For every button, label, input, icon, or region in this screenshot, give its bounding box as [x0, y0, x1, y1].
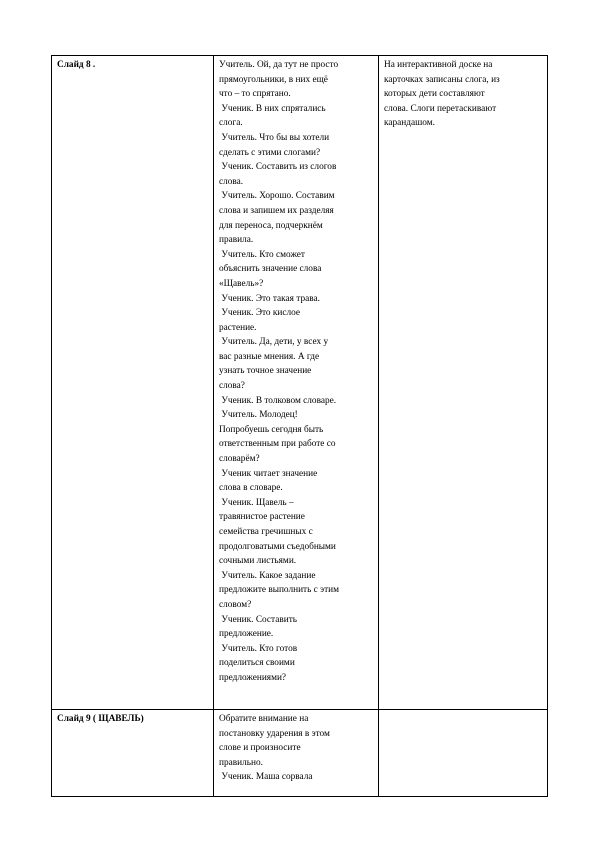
text-line: сделать с этими слогами?	[219, 147, 321, 158]
text-line: Ученик. Составить	[219, 614, 298, 625]
text-line: Ученик читает значение	[219, 468, 318, 479]
text-line: Учитель. Какое задание	[219, 570, 316, 581]
text-line: Ученик. В них спрятались	[219, 103, 326, 114]
text-line: На интерактивной доске на	[384, 60, 493, 70]
slide-cell	[52, 710, 214, 797]
text-line: Учитель. Кто готов	[219, 643, 298, 654]
text-line: семейства гречишных с	[219, 527, 313, 537]
text-line: Ученик. Щавель –	[219, 497, 294, 508]
text-line: словарём?	[219, 454, 260, 465]
text-line: растение.	[219, 322, 257, 333]
slide-cell	[52, 56, 214, 710]
text-line: Учитель. Да, дети, у всех у	[219, 337, 329, 348]
text-line: Учитель. Ой, да тут не просто	[219, 60, 339, 70]
text-line: предложение.	[219, 629, 274, 640]
text-line: Ученик. Это такая трава.	[219, 293, 320, 304]
slide-label: Слайд 9 ( ЩАВЕЛЬ)	[57, 714, 144, 724]
text-line: прямоугольники, в них ещё	[219, 74, 328, 85]
text-line: Ученик. Это кислое	[219, 308, 301, 319]
text-line: постановку ударения в этом	[219, 728, 330, 739]
text-line: слога.	[219, 118, 243, 129]
slide-label: Слайд 8 .	[57, 60, 96, 70]
text-line: Учитель. Кто сможет	[219, 249, 305, 260]
text-line: которых дети составляют	[384, 89, 485, 100]
text-line: Обратите внимание на	[219, 714, 309, 724]
text-line: поделиться своими	[219, 658, 295, 669]
text-line: ответственным при работе со	[219, 439, 336, 450]
text-line: Учитель. Молодец!	[219, 410, 298, 421]
text-line: Учитель. Что бы вы хотели	[219, 132, 330, 143]
dialogue-cell	[214, 710, 379, 797]
text-line: предложениями?	[219, 672, 287, 683]
text-line: слова в словаре.	[219, 483, 283, 494]
text-line: вас разные мнения. А где	[219, 351, 320, 362]
text-line: Ученик. Маша сорвала	[219, 772, 313, 783]
text-line: слова.	[219, 176, 244, 187]
text-line: травянистое растение	[219, 512, 305, 523]
text-line: словом?	[219, 599, 252, 610]
dialogue-cell	[214, 56, 379, 710]
text-line: Учитель. Хорошо. Составим	[219, 191, 335, 202]
text-line: слове и произносите	[219, 743, 301, 754]
lesson-plan-table	[51, 55, 548, 797]
text-line: Попробуешь сегодня быть	[219, 424, 324, 435]
text-line: продолговатыми съедобными	[219, 541, 336, 552]
text-line: сочными листьями.	[219, 556, 297, 567]
text-line: узнать точное значение	[219, 366, 312, 377]
text-line: для переноса, подчеркнём	[219, 220, 323, 231]
text-line: предложите выполнить с этим	[219, 585, 340, 596]
text-line: карандашом.	[384, 118, 435, 129]
text-line: что – то спрятано.	[219, 89, 291, 100]
text-line: «Щавель»?	[219, 278, 264, 289]
text-line: объяснить значение слова	[219, 264, 322, 275]
text-line: слова и запишем их разделяя	[219, 205, 334, 216]
text-line: Ученик. В толковом словаре.	[219, 395, 337, 406]
text-line: слова?	[219, 381, 245, 392]
text-line: Ученик. Составить из слогов	[219, 162, 337, 173]
text-line: слова. Слоги перетаскивают	[384, 103, 497, 114]
table-row	[52, 710, 548, 797]
text-line: правильно.	[219, 757, 263, 768]
text-line: карточках записаны слога, из	[384, 74, 500, 85]
table-row	[52, 56, 548, 710]
text-line: правила.	[219, 235, 254, 246]
notes-cell	[379, 710, 548, 797]
notes-cell	[379, 56, 548, 710]
